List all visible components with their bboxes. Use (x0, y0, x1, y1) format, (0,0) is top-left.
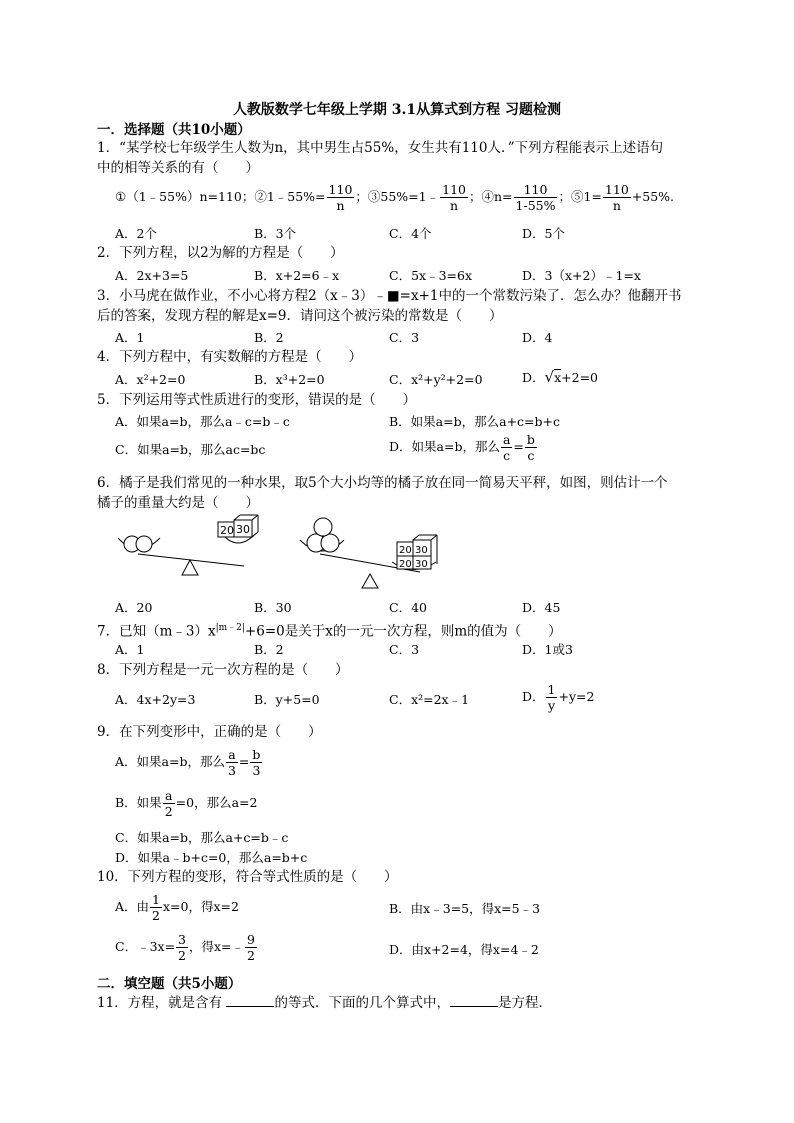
expr-b: ；③55%=1﹣ (355, 189, 440, 204)
option-d: D．45 (522, 600, 561, 615)
option-a: A．2个 (115, 226, 157, 241)
section-fill-heading: 二．填空题（共5小题） (97, 976, 242, 992)
fraction: $\frac{110}{1-55\%}$ (515, 182, 556, 213)
option-a: A．1 (115, 642, 145, 657)
svg-text:30: 30 (415, 545, 428, 556)
question-5: 5．下列运用等式性质进行的变形，错误的是（ ） (97, 392, 417, 408)
option-b: B．如果a=b，那么a+c=b+c (389, 414, 560, 429)
option-a: A．如果a=b，那么 $\frac{a}{3}$ = $\frac{b}{3}$ (115, 747, 261, 778)
question-2: 2．下列方程，以2为解的方程是（ ） (97, 245, 344, 261)
option-c: C．3 (389, 330, 420, 345)
expr-a: ①（1﹣55%）n=110；②1﹣55%= (115, 189, 326, 204)
option-b: B．y+5=0 (254, 692, 320, 707)
option-d: D．1或3 (522, 642, 573, 657)
answer-blank[interactable] (226, 1006, 274, 1007)
option-b: B．30 (254, 600, 292, 615)
svg-text:20: 20 (220, 524, 234, 537)
option-c: C．x²+y²+2=0 (389, 372, 483, 387)
question-1-line2: 中的相等关系的有（ ） (97, 160, 259, 176)
option-c: C．40 (389, 600, 427, 615)
option-b: B．如果 $\frac{a}{2}$ =0，那么a=2 (115, 788, 258, 819)
expr-e: +55%. (631, 189, 675, 204)
option-c: C．如果a=b，那么a+c=b﹣c (115, 830, 289, 845)
option-d: D．4 (522, 330, 553, 345)
question-10: 10．下列方程的变形，符合等式性质的是（ ） (97, 869, 398, 885)
option-b: B．x³+2=0 (254, 372, 325, 387)
option-d: D．如果a﹣b+c=0，那么a=b+c (115, 850, 308, 865)
option-a: A．20 (115, 600, 153, 615)
question-6-line1: 6．橘子是我们常见的一种水果，取5个大小均等的橘子放在同一简易天平秤，如图，则估计一个 (97, 475, 668, 491)
option-c: C．3 (389, 642, 420, 657)
option-a: A．由 $\frac{1}{2}$ x=0，得x=2 (115, 892, 239, 923)
balance-scale-figure (110, 512, 490, 590)
question-8: 8．下列方程是一元一次方程的是（ ） (97, 662, 349, 678)
svg-text:30: 30 (415, 559, 428, 570)
question-3-line1: 3．小马虎在做作业，不小心将方程2（x﹣3）﹣■=x+1中的一个常数污染了．怎么办？他翻开书 (97, 288, 682, 304)
page-title: 人教版数学七年级上学期 3.1从算式到方程 习题检测 (232, 102, 562, 118)
option-d: D． $\frac{1}{y}$ +y=2 (522, 682, 595, 713)
fraction: $\frac{110}{n}$ (442, 182, 466, 213)
fraction: $\frac{110}{n}$ (328, 182, 353, 213)
question-1-line1: 1．“某学校七年级学生人数为n，其中男生占55%，女生共有110人．”下列方程能表示上述语句 (97, 140, 664, 156)
option-c: C．4个 (389, 226, 432, 241)
question-9: 9．在下列变形中，正确的是（ ） (97, 724, 322, 740)
option-b: B．3个 (254, 226, 297, 241)
expr-d: ；⑤1= (558, 189, 602, 204)
scale-2 (300, 518, 437, 588)
option-c: C．﹣3x= $\frac{3}{2}$ ，得x=﹣ $\frac{9}{2}$ (115, 932, 255, 963)
option-a: A．4x+2y=3 (115, 692, 196, 707)
option-b: B．2 (254, 642, 284, 657)
svg-text:20: 20 (399, 545, 412, 556)
fraction: $\frac{110}{n}$ (604, 182, 629, 213)
section-choice-heading: 一．选择题（共10小题） (97, 122, 251, 138)
answer-blank[interactable] (450, 1006, 498, 1007)
option-c: C．5x﹣3=6x (389, 268, 472, 283)
scale-1 (118, 515, 258, 575)
question-7: 7．已知$(m﹣3)x^{|m﹣2|}+6=0$是关于x的一元一次方程，则m的值为（ ） (97, 623, 562, 640)
option-d: D．5个 (522, 226, 565, 241)
option-c: C．如果a=b，那么ac=bc (115, 442, 266, 457)
question-1-expressions (115, 182, 715, 213)
svg-text:20: 20 (399, 559, 412, 570)
question-6-line2: 橘子的重量大约是（ ） (97, 495, 259, 511)
question-4: 4．下列方程中，有实数解的方程是（ ） (97, 349, 363, 365)
option-b: B．由x﹣3=5，得x=5﹣3 (389, 901, 541, 916)
expr-c: ；④n= (468, 189, 513, 204)
option-a: A．如果a=b，那么a﹣c=b﹣c (115, 414, 290, 429)
question-11: 11．方程，就是含有 的等式．下面的几个算式中， 是方程． (97, 995, 552, 1011)
svg-text:30: 30 (236, 523, 250, 536)
option-d: D．如果a=b，那么 $\frac{a}{c}$ = $\frac{b}{c}$ (389, 432, 535, 463)
option-a: A．1 (115, 330, 145, 345)
question-3-line2: 后的答案，发现方程的解是x=9．请问这个被污染的常数是（ ） (97, 308, 503, 324)
option-a: A．x²+2=0 (115, 372, 186, 387)
option-a: A．2x+3=5 (115, 268, 189, 283)
option-c: C．x²=2x﹣1 (389, 692, 470, 707)
option-d: D．由x+2=4，得x=4﹣2 (389, 942, 539, 957)
option-d: D．3（x+2）﹣1=x (522, 268, 641, 283)
sqrt-icon: √ (544, 368, 555, 386)
option-d: D．√x+2=0 (522, 368, 599, 386)
option-b: B．2 (254, 330, 284, 345)
option-b: B．x+2=6﹣x (254, 268, 340, 283)
